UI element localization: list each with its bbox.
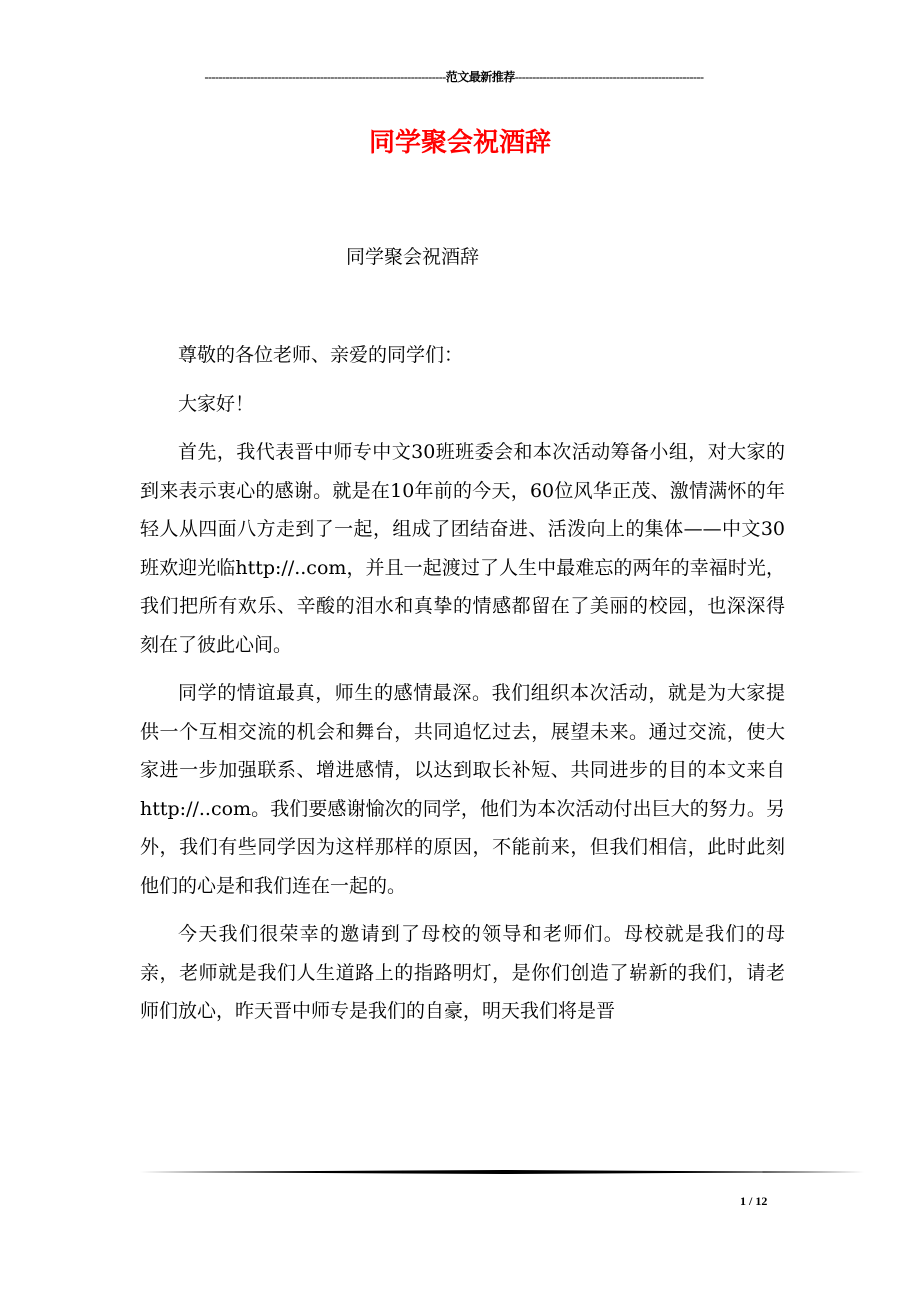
- footer-divider: [140, 1170, 864, 1174]
- page-header: ---------------------------------------------------------------------范文最新推荐------------------------------------------------------: [204, 70, 704, 84]
- paragraph-salutation: 尊敬的各位老师、亲爱的同学们：: [178, 344, 464, 366]
- document-body: [140, 336, 785, 1031]
- paragraph: 今天我们很荣幸的邀请到了母校的领导和老师们。母校就是我们的母亲，老师就是我们人生道路上的指路明灯，是你们创造了崭新的我们，请老师们放心，昨天晋中师专是我们的自豪，明天我们将是晋: [140, 923, 785, 1022]
- paragraph-greeting: 大家好！: [178, 392, 255, 415]
- document-title: 同学聚会祝酒辞: [368, 128, 551, 158]
- document-subtitle: 同学聚会祝酒辞: [346, 246, 480, 268]
- page-number: 1 / 12: [740, 1194, 768, 1208]
- paragraph: 同学的情谊最真，师生的感情最深。我们组织本次活动，就是为大家提供一个互相交流的机会和舞台，共同追忆过去，展望未来。通过交流，使大家进一步加强联系、增进感情，以达到取长补短、共同进步的目的本文来自http://..com。我们要感谢愉次的同学，他们为本次活动付出巨大的努力。另外，我们有些同学因为这样那样的原因，不能前来，但我们相信，此时此刻他们的心是和我们连在一起的。: [140, 682, 785, 897]
- paragraph: 首先，我代表晋中师专中文30班班委会和本次活动筹备小组，对大家的到来表示衷心的感谢。就是在10年前的今天，60位风华正茂、激情满怀的年轻人从四面八方走到了一起，组成了团结奋进、活泼向上的集体——中文30班欢迎光临http://..com，并且一起渡过了人生中最难忘的两年的幸福时光，我们把所有欢乐、辛酸的泪水和真挚的情感都留在了美丽的校园，也深深得刻在了彼此心间。: [140, 441, 785, 656]
